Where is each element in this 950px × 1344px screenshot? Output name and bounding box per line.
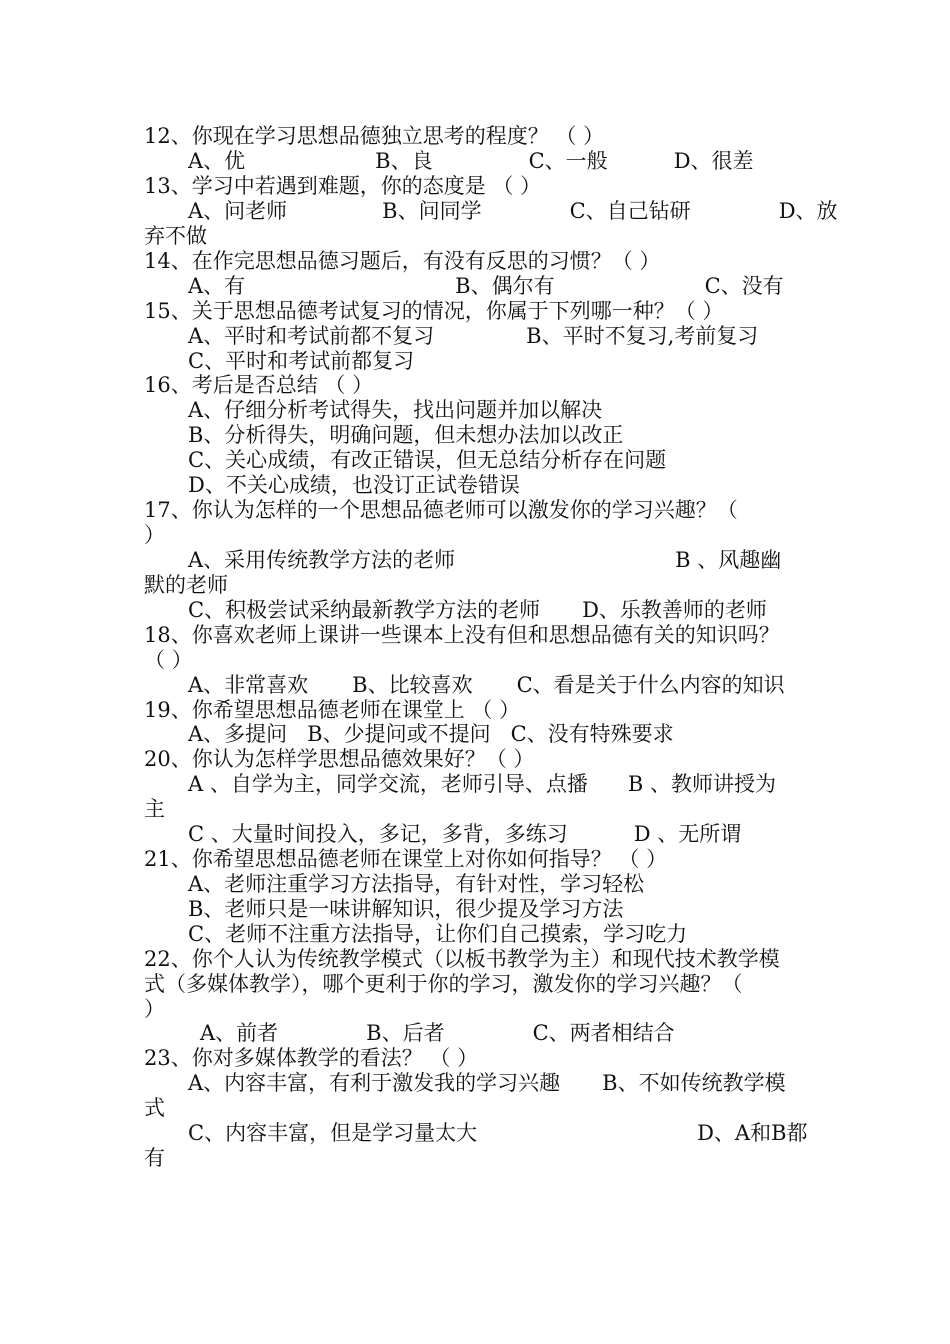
option-a: A、平时和考试前都不复习 bbox=[188, 324, 435, 348]
question-17-options-2 bbox=[188, 598, 767, 623]
option-b: B、分析得失，明确问题，但未想办法加以改正 bbox=[188, 423, 624, 447]
question-22-options bbox=[200, 1021, 675, 1046]
option-b: B、良 bbox=[375, 149, 433, 173]
option-b: B、偶尔有 bbox=[455, 274, 555, 298]
option-wrap: 弃不做 bbox=[144, 224, 207, 248]
option-a: A、仔细分析考试得失，找出问题并加以解决 bbox=[188, 398, 603, 422]
question-23-options-2 bbox=[188, 1121, 808, 1146]
option-a: A、优 bbox=[188, 149, 246, 173]
option-b: B、老师只是一味讲解知识，很少提及学习方法 bbox=[188, 897, 624, 921]
question-22: 22、你个人认为传统教学模式（以板书教学为主）和现代技术教学模 bbox=[144, 947, 780, 971]
option-c: C、没有 bbox=[704, 274, 784, 298]
question-19-options bbox=[188, 722, 674, 747]
question-14: 14、在作完思想品德习题后，有没有反思的习惯？（ ） bbox=[144, 249, 661, 273]
question-23-options bbox=[188, 1071, 786, 1096]
option-c: C、积极尝试采纳最新教学方法的老师 bbox=[188, 598, 541, 622]
option-b: B、后者 bbox=[366, 1021, 445, 1045]
option-a: A、非常喜欢 bbox=[188, 673, 309, 697]
option-c: C、看是关于什么内容的知识 bbox=[516, 673, 785, 697]
option-b: B 、风趣幽 bbox=[675, 548, 782, 572]
option-c: C、没有特殊要求 bbox=[510, 722, 674, 746]
option-c: C、平时和考试前都复习 bbox=[188, 349, 415, 373]
question-13: 13、学习中若遇到难题，你的态度是 （ ） bbox=[144, 174, 542, 198]
question-17-options bbox=[188, 548, 781, 573]
option-a: A、问老师 bbox=[188, 199, 288, 223]
option-b: B、不如传统教学模 bbox=[602, 1071, 786, 1095]
question-18: 18、你喜欢老师上课讲一些课本上没有但和思想品德有关的知识吗？ bbox=[144, 623, 780, 647]
option-c: C、关心成绩，有改正错误，但无总结分析存在问题 bbox=[188, 448, 667, 472]
question-17: 17、你认为怎样的一个思想品德老师可以激发你的学习兴趣？（ bbox=[144, 498, 738, 522]
option-wrap: 主 bbox=[144, 797, 165, 821]
option-a: A、多提问 bbox=[188, 722, 288, 746]
question-14-options bbox=[188, 274, 784, 299]
option-a: A 、自学为主，同学交流，老师引导、点播 bbox=[188, 772, 588, 796]
question-21: 21、你希望思想品德老师在课堂上对你如何指导？ （ ） bbox=[144, 847, 668, 871]
option-wrap: 默的老师 bbox=[144, 573, 228, 597]
option-d: D、乐教善师的老师 bbox=[582, 598, 767, 622]
option-d: D、A和B都 bbox=[697, 1121, 808, 1145]
question-15-options bbox=[188, 324, 758, 349]
option-d: D、放 bbox=[778, 199, 838, 223]
question-12: 12、你现在学习思想品德独立思考的程度？ （ ） bbox=[144, 124, 605, 148]
option-c: C 、大量时间投入，多记，多背，多练习 bbox=[188, 822, 568, 846]
question-16: 16、考后是否总结 （ ） bbox=[144, 373, 374, 397]
option-b: B、比较喜欢 bbox=[352, 673, 473, 697]
question-19: 19、你希望思想品德老师在课堂上 （ ） bbox=[144, 698, 521, 722]
option-a: A、采用传统教学方法的老师 bbox=[188, 548, 456, 572]
question-15: 15、关于思想品德考试复习的情况，你属于下列哪一种？（ ） bbox=[144, 299, 724, 323]
question-17-cont: ） bbox=[144, 523, 165, 547]
option-a: A、前者 bbox=[200, 1021, 279, 1045]
question-20-options bbox=[188, 772, 776, 797]
question-20: 20、你认为怎样学思想品德效果好？（ ） bbox=[144, 747, 535, 771]
option-c: C、两者相结合 bbox=[532, 1021, 675, 1045]
option-a: A、老师注重学习方法指导，有针对性，学习轻松 bbox=[188, 872, 645, 896]
option-c: C、内容丰富，但是学习量太大 bbox=[188, 1121, 478, 1145]
question-23: 23、你对多媒体教学的看法？ （ ） bbox=[144, 1046, 479, 1070]
option-b: B 、教师讲授为 bbox=[627, 772, 776, 796]
question-18-cont: （ ） bbox=[144, 648, 193, 672]
option-d: D、很差 bbox=[673, 149, 754, 173]
option-c: C、一般 bbox=[528, 149, 608, 173]
option-a: A、有 bbox=[188, 274, 246, 298]
option-b: B、问同学 bbox=[382, 199, 482, 223]
option-c: C、自己钻研 bbox=[569, 199, 691, 223]
option-a: A、内容丰富，有利于激发我的学习兴趣 bbox=[188, 1071, 561, 1095]
option-d: D、不关心成绩，也没订正试卷错误 bbox=[188, 473, 520, 497]
option-wrap: 式 bbox=[144, 1096, 165, 1120]
option-d: D 、无所谓 bbox=[633, 822, 742, 846]
option-wrap: 有 bbox=[144, 1146, 165, 1170]
option-b: B、平时不复习,考前复习 bbox=[526, 324, 759, 348]
option-b: B、少提问或不提问 bbox=[307, 722, 491, 746]
question-22-cont-2: ） bbox=[144, 997, 165, 1021]
question-20-options-2 bbox=[188, 822, 741, 847]
question-13-options bbox=[188, 199, 838, 224]
option-c: C、老师不注重方法指导，让你们自己摸索，学习吃力 bbox=[188, 922, 688, 946]
question-22-cont: 式（多媒体教学），哪个更利于你的学习，激发你的学习兴趣？（ bbox=[144, 972, 743, 996]
question-12-options bbox=[188, 149, 754, 174]
question-18-options bbox=[188, 673, 785, 698]
